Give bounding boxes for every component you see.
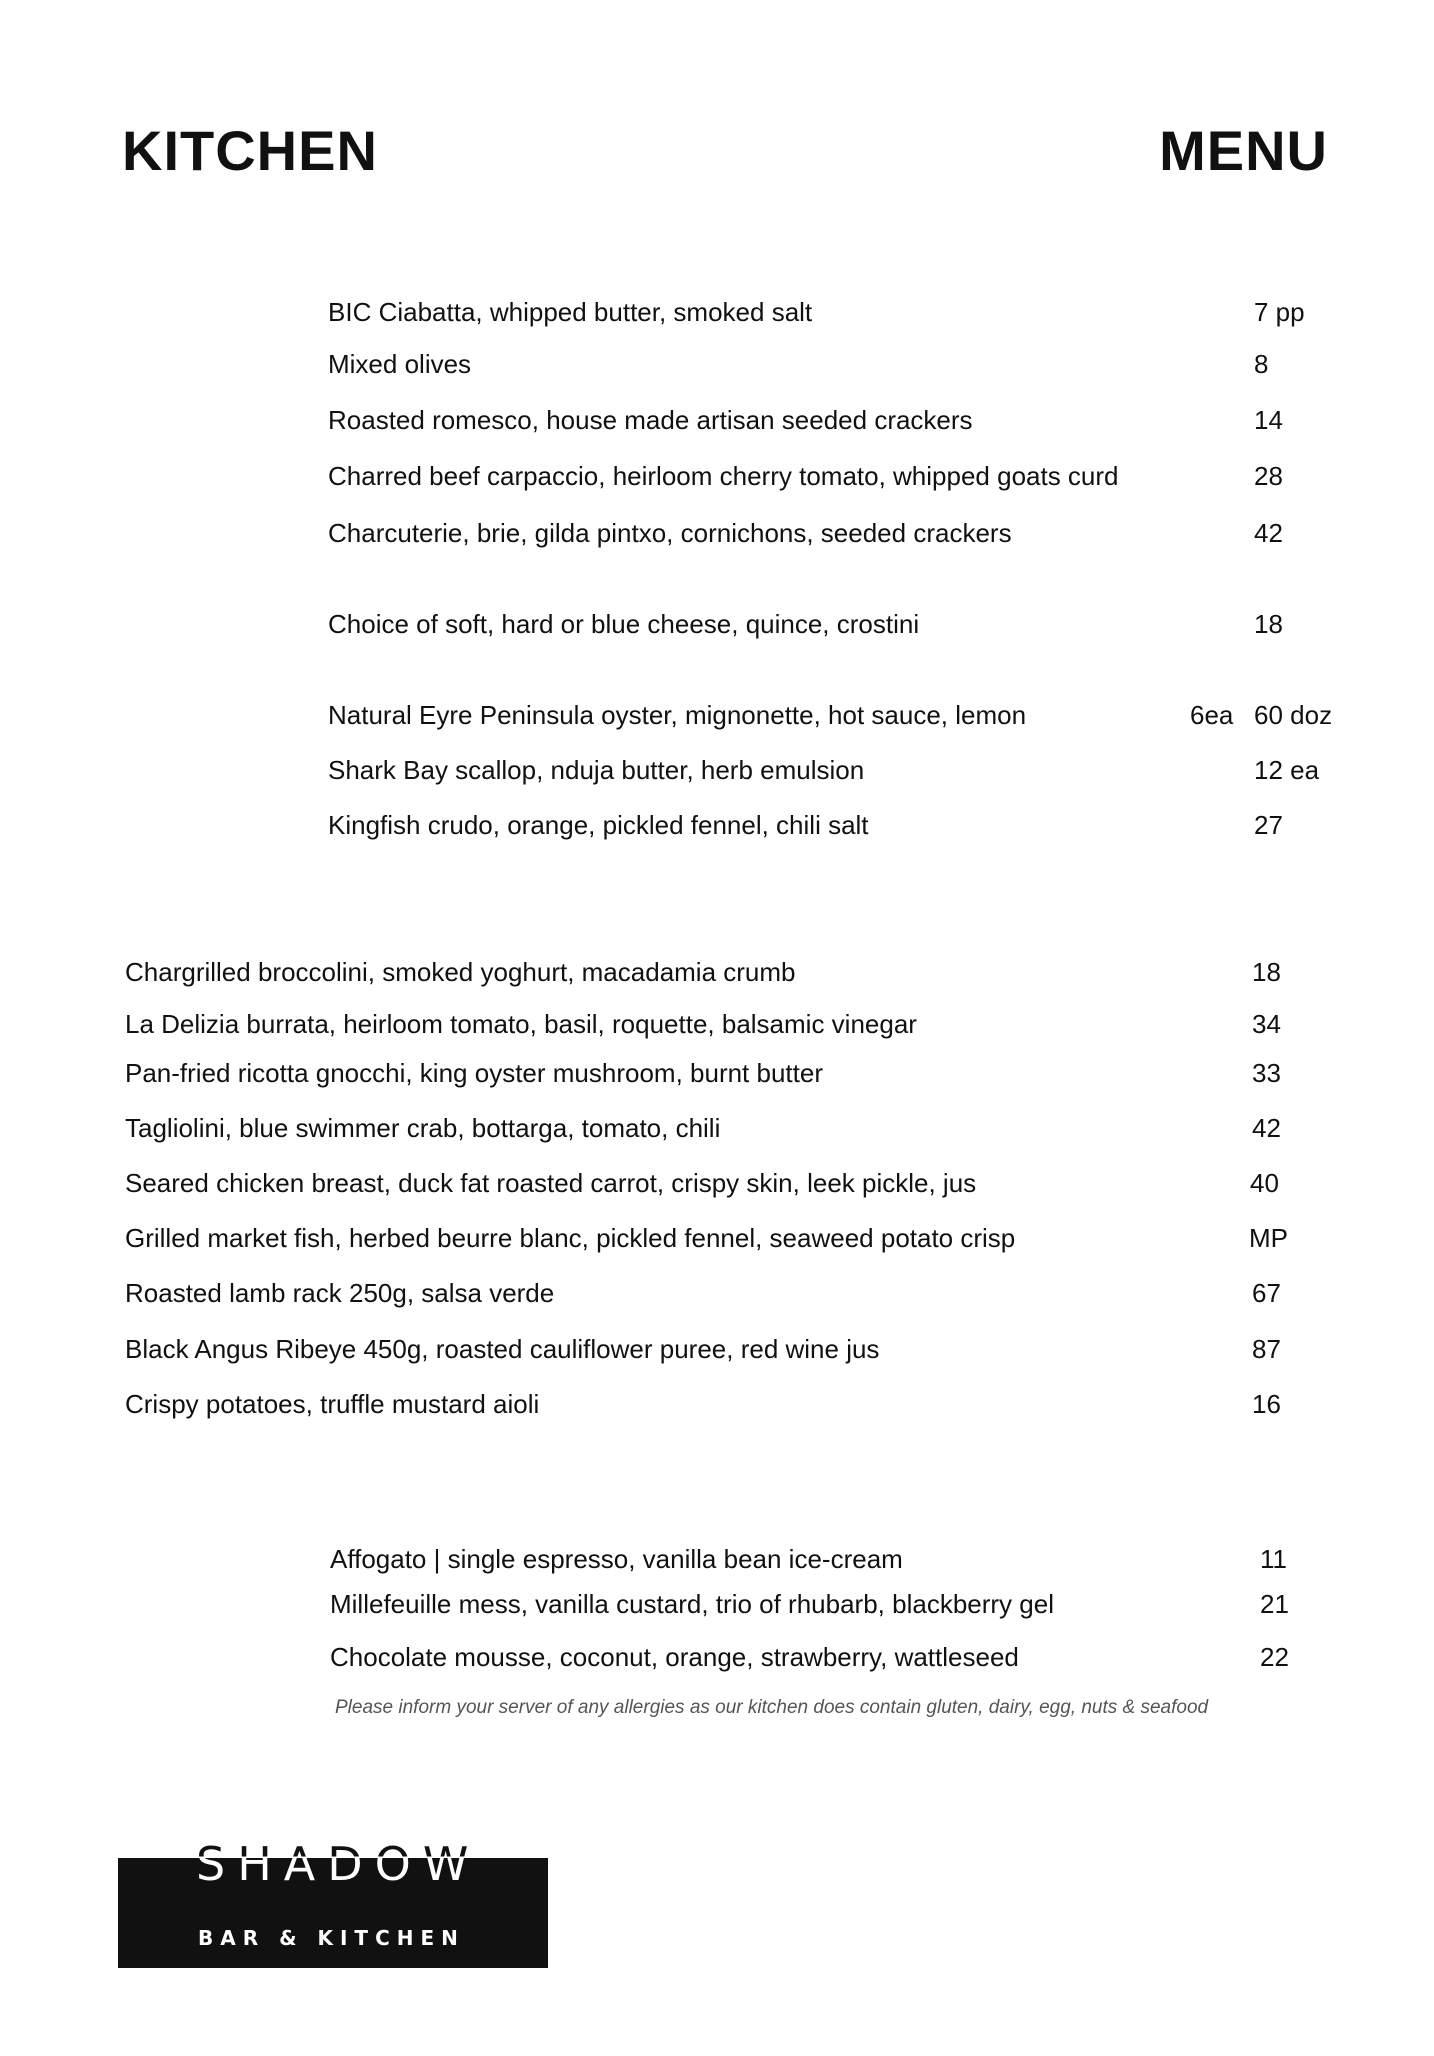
menu-item-price: 7 pp <box>1254 297 1305 327</box>
menu-item-description: Pan-fried ricotta gnocchi, king oyster mushroom, burnt butter <box>125 1058 823 1088</box>
menu-item-description: Kingfish crudo, orange, pickled fennel, chili salt <box>328 810 869 840</box>
menu-item-price: 67 <box>1252 1278 1281 1308</box>
page-title-menu: MENU <box>1159 119 1328 182</box>
menu-item-description: BIC Ciabatta, whipped butter, smoked salt <box>328 297 813 327</box>
menu-item-description: Mixed olives <box>328 349 472 379</box>
menu-item-price: 34 <box>1252 1009 1281 1039</box>
menu-item-description: Affogato | single espresso, vanilla bean ice-cream <box>330 1544 903 1574</box>
menu-item-price: 16 <box>1252 1389 1281 1419</box>
menu-item-price: 27 <box>1254 810 1283 840</box>
menu-item-price: 40 <box>1250 1168 1279 1198</box>
menu-item-description: Charcuterie, brie, gilda pintxo, cornichons, seeded crackers <box>328 518 1012 548</box>
menu-item-description: Grilled market fish, herbed beurre blanc, pickled fennel, seaweed potato crisp <box>125 1223 1016 1253</box>
menu-item-description: Crispy potatoes, truffle mustard aioli <box>125 1389 540 1419</box>
menu-item-price: 60 doz <box>1254 700 1333 730</box>
menu-item-description: Choice of soft, hard or blue cheese, quince, crostini <box>328 609 920 639</box>
menu-item-price: 12 ea <box>1254 755 1320 785</box>
menu-item-price: 11 <box>1260 1544 1287 1574</box>
page-title-kitchen: KITCHEN <box>122 119 378 182</box>
menu-item-price: 33 <box>1252 1058 1281 1088</box>
menu-item-price: 22 <box>1260 1642 1289 1672</box>
menu-item-description: Chocolate mousse, coconut, orange, strawberry, wattleseed <box>330 1642 1019 1672</box>
menu-item-price: 8 <box>1254 349 1269 379</box>
menu-item-description: Shark Bay scallop, nduja butter, herb emulsion <box>328 755 865 785</box>
menu-item-description: Charred beef carpaccio, heirloom cherry tomato, whipped goats curd <box>328 461 1119 491</box>
logo-wordmark-text: SHADOW <box>196 1837 481 1891</box>
menu-item-price: 28 <box>1254 461 1283 491</box>
menu-item-description: Tagliolini, blue swimmer crab, bottarga, tomato, chili <box>125 1113 721 1143</box>
menu-item-description: Natural Eyre Peninsula oyster, mignonette, hot sauce, lemon <box>328 700 1027 730</box>
menu-item-qualifier: 6ea <box>1190 700 1234 730</box>
menu-item-description: Seared chicken breast, duck fat roasted carrot, crispy skin, leek pickle, jus <box>125 1168 977 1198</box>
allergy-notice: Please inform your server of any allergies as our kitchen does contain gluten, dairy, egg, nuts & seafood <box>335 1697 1209 1718</box>
menu-item-description: Roasted lamb rack 250g, salsa verde <box>125 1278 555 1308</box>
menu-item-price: 42 <box>1252 1113 1281 1143</box>
logo-wordmark <box>196 1837 481 1891</box>
menu-item-description: Chargrilled broccolini, smoked yoghurt, macadamia crumb <box>125 957 796 987</box>
menu-item-price: 14 <box>1254 405 1283 435</box>
menu-item-price: MP <box>1249 1223 1288 1253</box>
menu-item-description: Roasted romesco, house made artisan seeded crackers <box>328 405 973 435</box>
menu-item-price: 87 <box>1252 1334 1281 1364</box>
logo-tagline: BAR & KITCHEN <box>198 1926 465 1950</box>
menu-item-description: La Delizia burrata, heirloom tomato, basil, roquette, balsamic vinegar <box>125 1009 917 1039</box>
menu-item-description: Black Angus Ribeye 450g, roasted cauliflower puree, red wine jus <box>125 1334 880 1364</box>
shadow-logo <box>118 1837 548 2056</box>
menu-item-price: 18 <box>1254 609 1283 639</box>
menu-item-description: Millefeuille mess, vanilla custard, trio of rhubarb, blackberry gel <box>330 1589 1054 1619</box>
menu-item-price: 18 <box>1252 957 1281 987</box>
menu-item-price: 42 <box>1254 518 1283 548</box>
menu-item-price: 21 <box>1260 1589 1289 1619</box>
